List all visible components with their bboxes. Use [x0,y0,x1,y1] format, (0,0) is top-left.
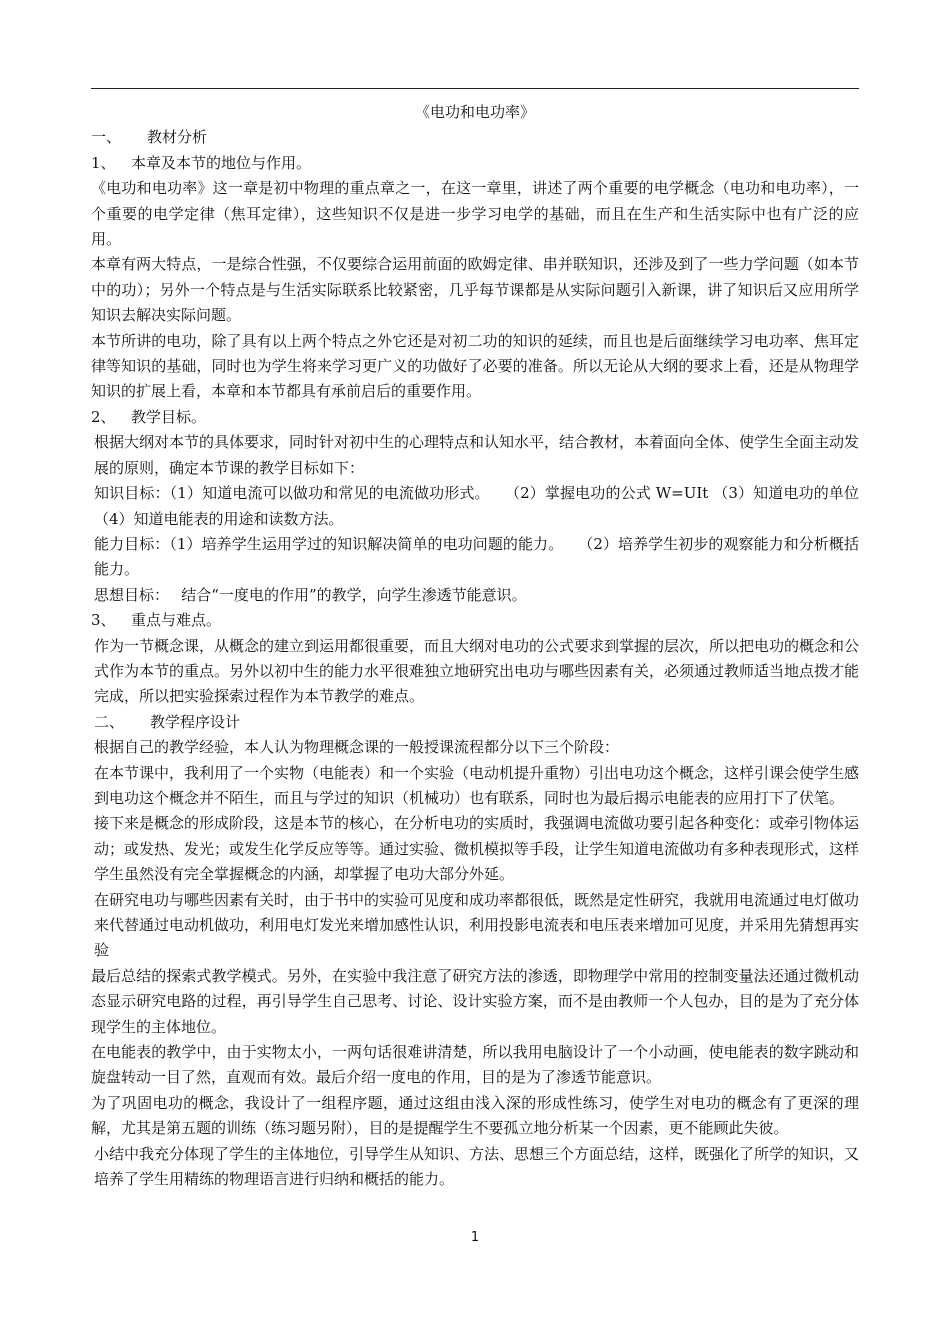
section-1-number: 一、 [91,128,122,147]
subsection-1-2-number: 2、 [91,407,116,426]
paragraph: 在电能表的教学中，由于实物太小，一两句话很难讲清楚，所以我用电脑设计了一个小动画，使电能表的数字跳动和旋盘转动一目了然，直观而有效。最后介绍一度电的作用，目的是为了渗透节能意识。 [91,1043,859,1087]
subsection-1-2-heading [91,405,859,430]
subsection-1-2-title: 教学目标。 [131,407,207,426]
paragraph: 在本节课中，我利用了一个实物（电能表）和一个实验（电动机提升重物）引出电功这个概念，这样引课会使学生感到电功这个概念并不陌生，而且与学过的知识（机械功）也有联系，同时也为最后揭示电能表的应用打下了伏笔。 [94,763,860,807]
paragraph: 根据自己的教学经验，本人认为物理概念课的一般授课流程都分以下三个阶段： [94,738,620,757]
subsection-1-3-number: 3、 [91,611,116,630]
paragraph: 作为一节概念课，从概念的建立到运用都很重要，而且大纲对电功的公式要求到掌握的层次，所以把电功的概念和公式作为本节的重点。另外以初中生的能力水平很难独立地研究出电功与哪些因素有关，必须通过教师适当地点拨才能完成，所以把实验探索过程作为本节教学的难点。 [94,636,860,706]
paragraph: 接下来是概念的形成阶段，这是本节的核心，在分析电功的实质时，我强调电流做功要引起各种变化：或牵引物体运动；或发热、发光；或发生化学反应等等。通过实验、微机模拟等手段，让学生知道电流做功有多种表现形式，这样学生虽然没有完全掌握概念的内涵，却掌握了电功大部分外延。 [94,814,860,884]
header-rule [91,88,859,89]
section-2-heading [91,710,859,735]
paragraph: 在研究电功与哪些因素有关时，由于书中的实验可见度和成功率都很低，既然是定性研究，我就用电流通过电灯做功来代替通过电动机做功，利用电灯发光来增加感性认识，利用投影电流表和电压表来增加可见度，并采用先猜想再实验 [94,890,860,960]
section-2-number: 二、 [94,712,125,731]
paragraph: 本节所讲的电功，除了具有以上两个特点之外它还是对初二功的知识的延续，而且也是后面继续学习电功率、焦耳定律等知识的基础，同时也为学生将来学习更广义的功做好了必要的准备。所以无论从大纲的要求上看，还是从物理学知识的扩展上看，本章和本节都具有承前启后的重要作用。 [91,331,859,401]
ability-goals: 能力目标：（1）培养学生运用学过的知识解决简单的电功问题的能力。 （2）培养学生初步的观察能力和分析概括能力。 [94,534,859,579]
document-title: 《电功和电功率》 [414,103,535,121]
document-body [91,100,859,1192]
page-number: 1 [470,1230,480,1245]
subsection-1-1-number: 1、 [91,153,116,172]
paragraph: 本章有两大特点，一是综合性强，不仅要综合运用前面的欧姆定律、串并联知识，还涉及到了一些力学问题（如本节中的功）；另外一个特点是与生活实际联系比较紧密，几乎每节课都是从实际问题引入新课，讲了知识后又应用所学知识去解决实际问题。 [91,255,859,325]
thought-goals: 思想目标： 结合“一度电的作用”的教学，向学生渗透节能意识。 [94,585,527,604]
paragraph: 根据大纲对本节的具体要求，同时针对初中生的心理特点和认知水平，结合教材，本着面向全体、使学生全面主动发展的原则，确定本节课的教学目标如下： [94,433,860,477]
paragraph: 为了巩固电功的概念，我设计了一组程序题，通过这组由浅入深的形成性练习，使学生对电功的概念有了更深的理解，尤其是第五题的训练（练习题另附），目的是提醒学生不要孤立地分析某一个因素，更不能顾此失彼。 [91,1093,859,1138]
paragraph: 《电功和电功率》这一章是初中物理的重点章之一，在这一章里，讲述了两个重要的电学概念（电功和电功率），一个重要的电学定律（焦耳定律），这些知识不仅是进一步学习电学的基础，而且在生产和生活实际中也有广泛的应用。 [91,179,859,249]
section-2-title: 教学程序设计 [150,712,241,731]
subsection-1-1-title: 本章及本节的地位与作用。 [131,153,312,172]
subsection-1-1-heading [91,151,859,176]
paragraph: 小结中我充分体现了学生的主体地位，引导学生从知识、方法、思想三个方面总结，这样，既强化了所学的知识，又培养了学生用精练的物理语言进行归纳和概括的能力。 [94,1144,860,1189]
knowledge-goals: 知识目标：（1）知道电流可以做功和常见的电流做功形式。 （2）掌握电功的公式 W=UIt （3）知道电功的单位（4）知道电能表的用途和读数方法。 [94,484,859,528]
section-1-title: 教材分析 [147,128,208,147]
section-1-heading [91,125,859,150]
subsection-1-3-title: 重点与难点。 [131,611,222,630]
subsection-1-3-heading [91,608,859,633]
paragraph: 最后总结的探索式教学模式。另外，在实验中我注意了研究方法的渗透，即物理学中常用的控制变量法还通过微机动态显示研究电路的过程，再引导学生自己思考、讨论、设计实验方案，而不是由教师一个人包办，目的是为了充分体现学生的主体地位。 [91,966,859,1036]
